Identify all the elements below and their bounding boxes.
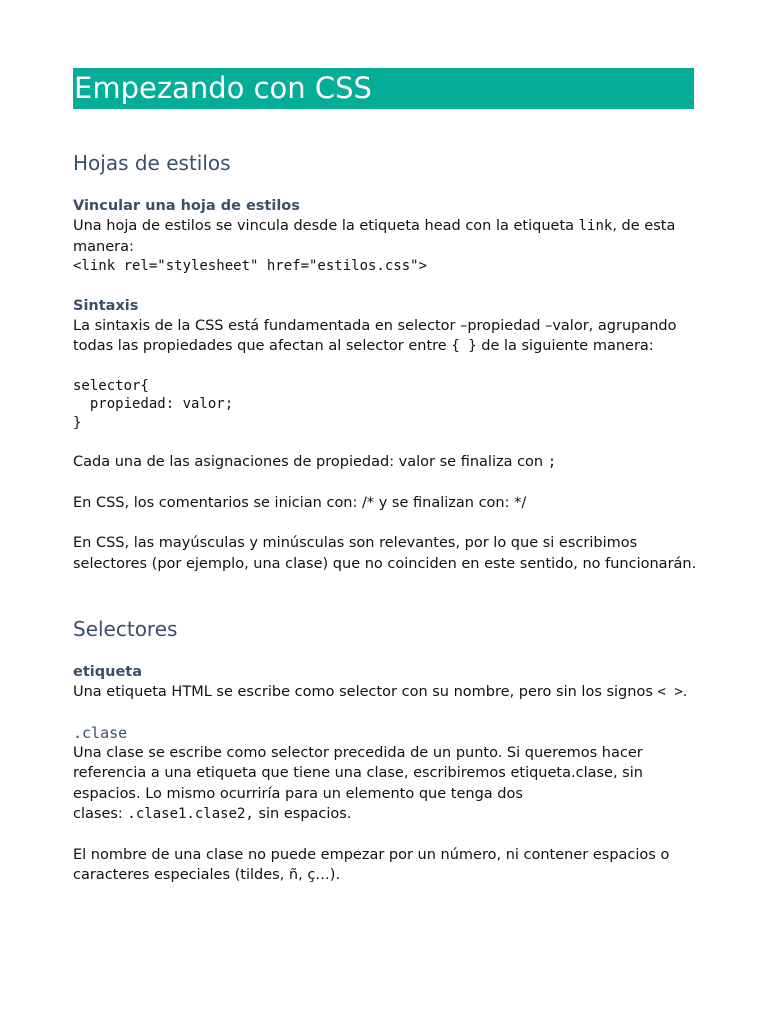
paragraph-clase: Una clase se escribe como selector precedida de un punto. Si queremos hacer referencia a una etiqueta que tiene una clase, escribiremos etiqueta.clase, sin espacios. Lo mismo ocurriría para un elemento que tenga dos [73,744,643,802]
paragraph-mayusculas: En CSS, las mayúsculas y minúsculas son relevantes, por lo que si escribimos selectores (por ejemplo, una clase) que no coinciden en este sentido, no funcionarán. [73,535,697,572]
inline-word-head: head [424,218,461,234]
paragraph-vincular [73,216,698,257]
inline-code-braces: { } [451,338,477,354]
text-fragment: Cada una de las asignaciones de propiedad: valor se finaliza con [73,454,548,470]
subheading-vincular: Vincular una hoja de estilos [73,198,300,214]
inline-code-signs: < > [657,684,683,700]
code-block-selector: selector{ propiedad: valor; } [73,377,234,431]
subheading-sintaxis: Sintaxis [73,297,139,314]
code-link-tag: <link rel="stylesheet" href="estilos.css"> [73,258,428,274]
text-fragment: con la etiqueta [460,218,579,234]
paragraph-nombre-clase: El nombre de una clase no puede empezar por un número, ni contener espacios o caracteres especiales (tildes, ñ, ç…). [73,846,670,883]
section-heading-hojas: Hojas de estilos [73,151,231,175]
paragraph-clases-ejemplo [73,804,698,825]
text-fragment: de la siguiente manera: [476,338,654,354]
text-fragment: Una hoja de estilos se vincula desde la etiqueta [73,218,425,234]
inline-code-clase1-clase2: .clase1.clase2, [127,806,254,822]
text-fragment: sin espacios. [253,806,352,822]
text-fragment: La sintaxis de la CSS está fundamentada en selector –propiedad –valor, agrupando todas las propiedades que afectan al selector entre [73,317,677,354]
subheading-etiqueta: etiqueta [73,664,142,680]
page-title: Empezando con CSS [74,71,372,105]
paragraph-sintaxis [73,316,698,357]
paragraph-asignaciones [73,452,698,473]
subheading-clase: .clase [73,723,128,742]
paragraph-etiqueta [73,682,698,703]
text-fragment: . [682,684,688,700]
document-content [73,150,698,886]
text-fragment: Una etiqueta HTML se escribe como selector con su nombre, pero sin los signos [73,684,658,700]
section-heading-selectores: Selectores [73,617,178,641]
inline-code-link: link [578,218,613,234]
text-fragment: , de esta manera: [73,218,676,255]
inline-code-semicolon: ; [547,454,557,470]
paragraph-comentarios: En CSS, los comentarios se inician con: /* y se finalizan con: */ [73,494,527,511]
title-banner [73,68,694,109]
text-fragment: clases: [73,806,128,822]
